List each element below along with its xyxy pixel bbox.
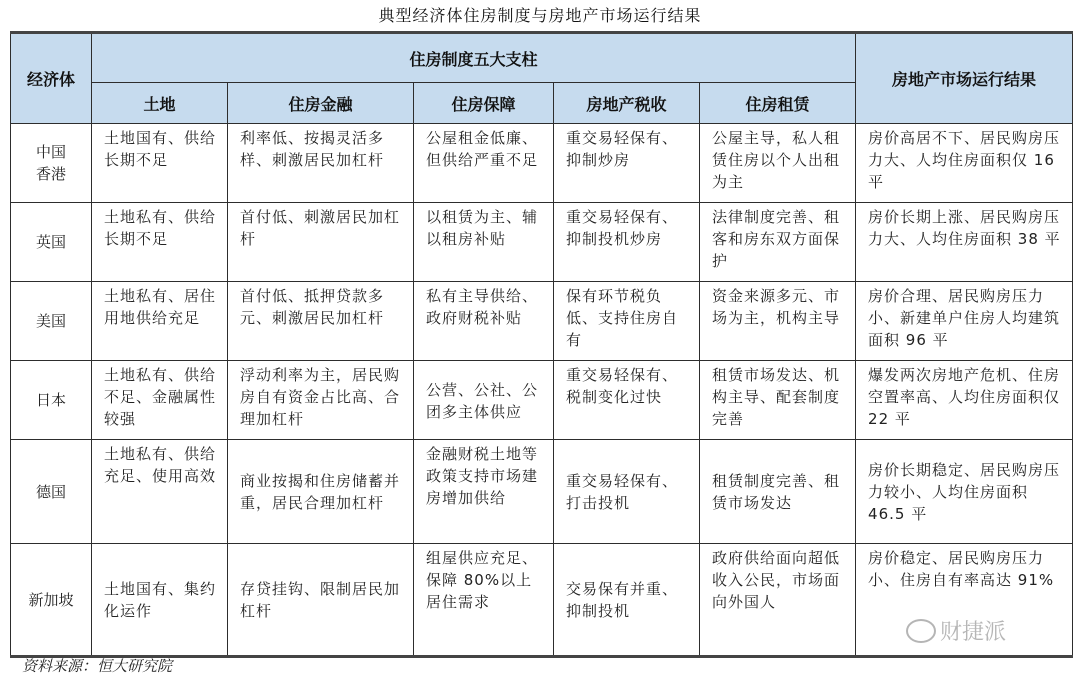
cell-security: 私有主导供给、政府财税补贴 xyxy=(414,282,554,361)
cell-economy: 德国 xyxy=(11,440,92,544)
cell-security: 金融财税土地等政策支持市场建房增加供给 xyxy=(414,440,554,544)
header-pillars: 住房制度五大支柱 xyxy=(92,33,856,83)
cell-result: 房价高居不下、居民购房压力大、人均住房面积仅 16 平 xyxy=(856,124,1073,203)
cell-land: 土地私有、供给长期不足 xyxy=(92,203,228,282)
cell-tax: 保有环节税负低、支持住房自有 xyxy=(554,282,700,361)
cell-finance: 商业按揭和住房储蓄并重，居民合理加杠杆 xyxy=(228,440,414,544)
cell-finance: 浮动利率为主，居民购房自有资金占比高、合理加杠杆 xyxy=(228,361,414,440)
source-note: 资料来源：恒大研究院 xyxy=(22,657,173,675)
cell-economy: 日本 xyxy=(11,361,92,440)
cell-security: 以租赁为主、辅以租房补贴 xyxy=(414,203,554,282)
cell-land: 土地国有、供给长期不足 xyxy=(92,124,228,203)
cell-finance: 首付低、抵押贷款多元、刺激居民加杠杆 xyxy=(228,282,414,361)
cell-result: 房价合理、居民购房压力小、新建单户住房人均建筑面积 96 平 xyxy=(856,282,1073,361)
cell-tax: 重交易轻保有、税制变化过快 xyxy=(554,361,700,440)
cell-security: 公营、公社、公团多主体供应 xyxy=(414,361,554,440)
watermark-text: 财捷派 xyxy=(940,620,1007,645)
cell-security: 公屋租金低廉、但供给严重不足 xyxy=(414,124,554,203)
table-row xyxy=(11,440,1073,544)
cell-rental: 租赁市场发达、机构主导、配套制度完善 xyxy=(700,361,856,440)
cell-result: 房价长期上涨、居民购房压力大、人均住房面积 38 平 xyxy=(856,203,1073,282)
cell-tax: 重交易轻保有、打击投机 xyxy=(554,440,700,544)
cell-tax: 重交易轻保有、抑制炒房 xyxy=(554,124,700,203)
cell-land: 土地私有、居住用地供给充足 xyxy=(92,282,228,361)
header-result: 房地产市场运行结果 xyxy=(856,33,1073,124)
header-tax: 房地产税收 xyxy=(554,83,700,124)
cell-result: 房价长期稳定、居民购房压力较小、人均住房面积 46.5 平 xyxy=(856,440,1073,544)
table-row xyxy=(11,203,1073,282)
header-security: 住房保障 xyxy=(414,83,554,124)
table-row xyxy=(11,124,1073,203)
wechat-icon xyxy=(906,619,936,643)
cell-rental: 政府供给面向超低收入公民，市场面向外国人 xyxy=(700,544,856,657)
cell-economy: 新加坡 xyxy=(11,544,92,657)
cell-result: 爆发两次房地产危机、住房空置率高、人均住房面积仅 22 平 xyxy=(856,361,1073,440)
cell-economy: 美国 xyxy=(11,282,92,361)
cell-tax: 交易保有并重、抑制投机 xyxy=(554,544,700,657)
cell-economy: 中国 香港 xyxy=(11,124,92,203)
table-row xyxy=(11,282,1073,361)
cell-finance: 利率低、按揭灵活多样、刺激居民加杠杆 xyxy=(228,124,414,203)
header-land: 土地 xyxy=(92,83,228,124)
cell-land: 土地私有、供给不足、金融属性较强 xyxy=(92,361,228,440)
cell-rental: 公屋主导，私人租赁住房以个人出租为主 xyxy=(700,124,856,203)
cell-land: 土地国有、集约化运作 xyxy=(92,544,228,657)
table-row xyxy=(11,361,1073,440)
header-economy: 经济体 xyxy=(11,33,92,124)
cell-rental: 法律制度完善、租客和房东双方面保护 xyxy=(700,203,856,282)
cell-security: 组屋供应充足、保障 80%以上居住需求 xyxy=(414,544,554,657)
cell-rental: 租赁制度完善、租赁市场发达 xyxy=(700,440,856,544)
header-rental: 住房租赁 xyxy=(700,83,856,124)
cell-tax: 重交易轻保有、抑制投机炒房 xyxy=(554,203,700,282)
cell-finance: 首付低、刺激居民加杠杆 xyxy=(228,203,414,282)
housing-system-table xyxy=(10,31,1073,658)
watermark xyxy=(906,615,1006,646)
cell-economy: 英国 xyxy=(11,203,92,282)
header-finance: 住房金融 xyxy=(228,83,414,124)
table-title: 典型经济体住房制度与房地产市场运行结果 xyxy=(378,6,702,25)
cell-rental: 资金来源多元、市场为主，机构主导 xyxy=(700,282,856,361)
cell-finance: 存贷挂钩、限制居民加杠杆 xyxy=(228,544,414,657)
cell-result: 房价稳定、居民购房压力小、住房自有率高达 91% xyxy=(856,544,1073,657)
cell-land: 土地私有、供给充足、使用高效 xyxy=(92,440,228,544)
